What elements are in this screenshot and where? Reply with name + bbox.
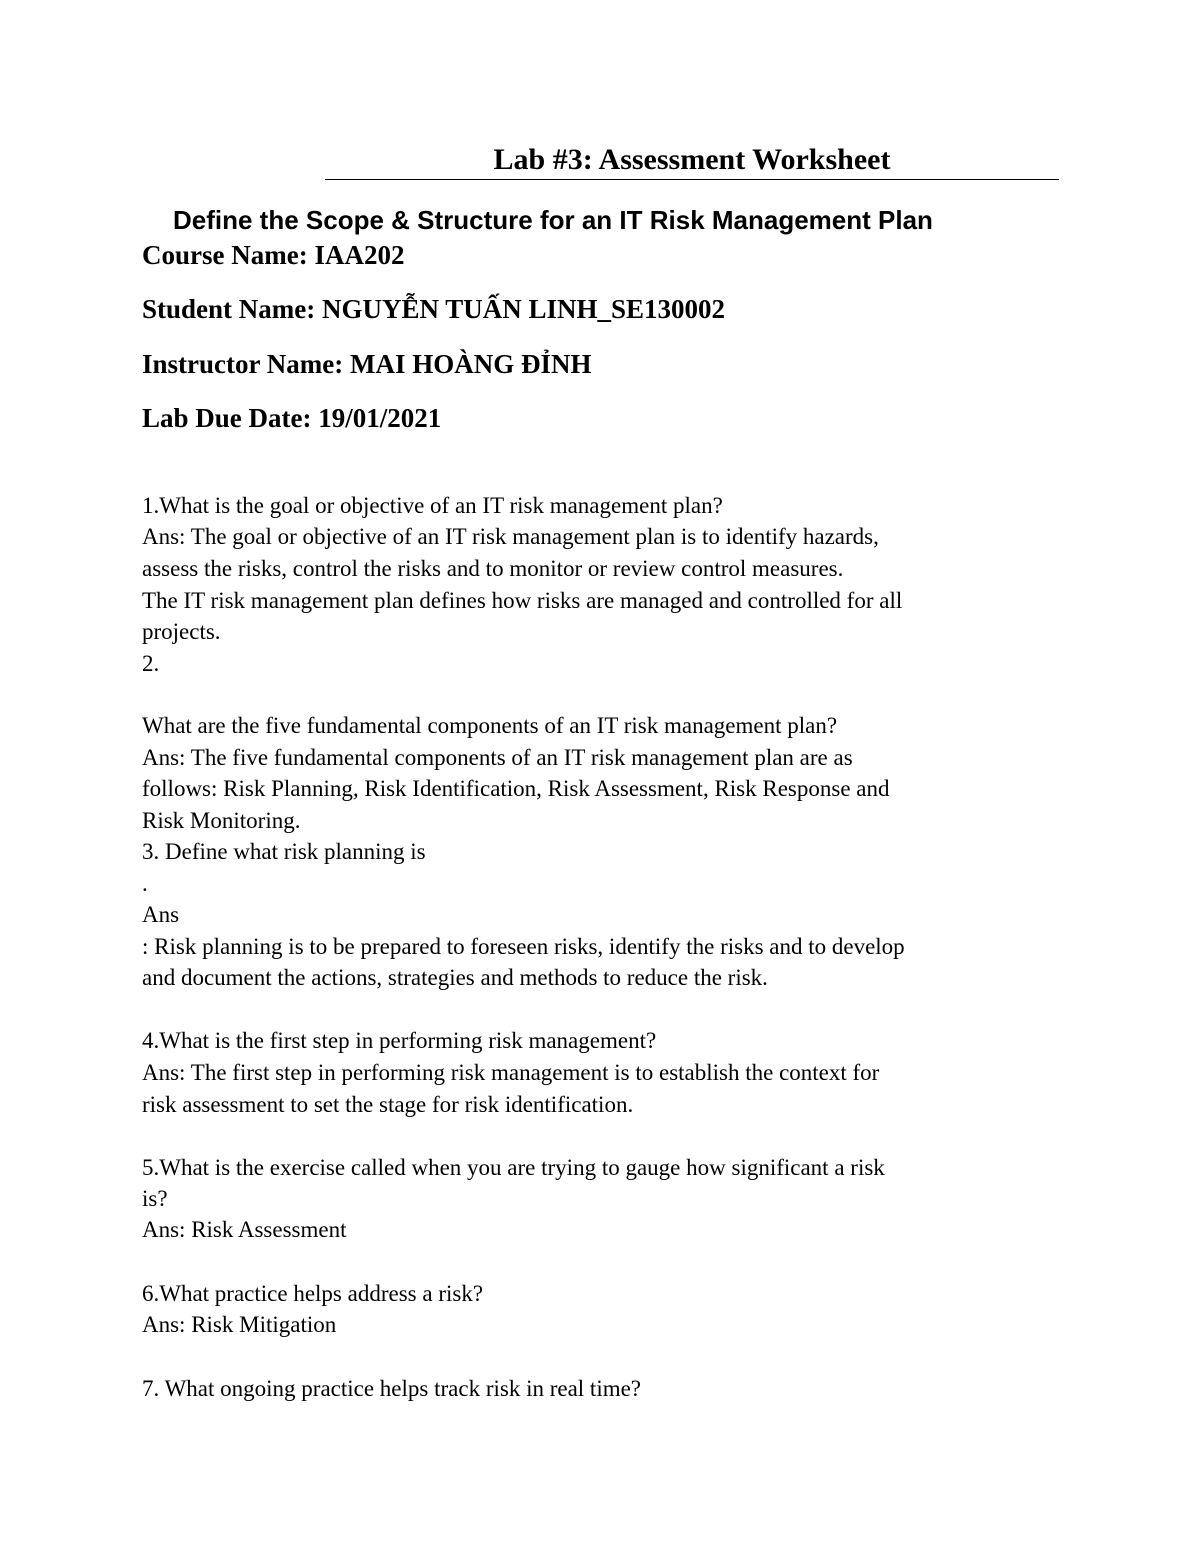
answer-3-line: : Risk planning is to be prepared to foreseen risks, identify the risks and to develop [142, 934, 905, 959]
answer-6: Ans: Risk Mitigation [142, 1312, 337, 1337]
question-5-cont: is? [142, 1186, 168, 1211]
instructor-name: Instructor Name: MAI HOÀNG ĐỈNH [142, 349, 592, 379]
answer-3-label: Ans [142, 902, 180, 927]
course-name: Course Name: IAA202 [142, 240, 405, 270]
answer-1-line: assess the risks, control the risks and to monitor or review control measures. [142, 556, 844, 581]
student-name: Student Name: NGUYỄN TUẤN LINH_SE130002 [142, 294, 726, 324]
lab-due-date: Lab Due Date: 19/01/2021 [142, 403, 442, 433]
worksheet-title: Lab #3: Assessment Worksheet [493, 143, 891, 176]
question-3-dot: . [142, 871, 148, 896]
question-3: 3. Define what risk planning is [142, 839, 426, 864]
answer-5: Ans: Risk Assessment [142, 1217, 347, 1242]
question-2-number: 2. [142, 651, 160, 676]
question-5: 5.What is the exercise called when you are trying to gauge how significant a risk [142, 1155, 885, 1180]
worksheet-subtitle: Define the Scope & Structure for an IT Risk Management Plan [173, 205, 933, 235]
question-6: 6.What practice helps address a risk? [142, 1281, 484, 1306]
answer-2-line: Ans: The five fundamental components of an IT risk management plan are as [142, 745, 853, 770]
answer-1-line: Ans: The goal or objective of an IT risk management plan is to identify hazards, [142, 524, 879, 549]
answer-2-line: follows: Risk Planning, Risk Identification, Risk Assessment, Risk Response and [142, 776, 890, 801]
question-7: 7. What ongoing practice helps track risk in real time? [142, 1376, 642, 1401]
question-2: What are the five fundamental components of an IT risk management plan? [142, 713, 838, 738]
title-underline [325, 179, 1059, 180]
answer-4-line: risk assessment to set the stage for risk identification. [142, 1092, 634, 1117]
answer-3-line: and document the actions, strategies and methods to reduce the risk. [142, 965, 768, 990]
answer-1-line: The IT risk management plan defines how risks are managed and controlled for all [142, 588, 903, 613]
answer-2-line: Risk Monitoring. [142, 808, 301, 833]
question-4: 4.What is the first step in performing risk management? [142, 1028, 657, 1053]
answer-4-line: Ans: The first step in performing risk management is to establish the context for [142, 1060, 880, 1085]
answer-1-line: projects. [142, 619, 221, 644]
question-1: 1.What is the goal or objective of an IT risk management plan? [142, 493, 723, 518]
